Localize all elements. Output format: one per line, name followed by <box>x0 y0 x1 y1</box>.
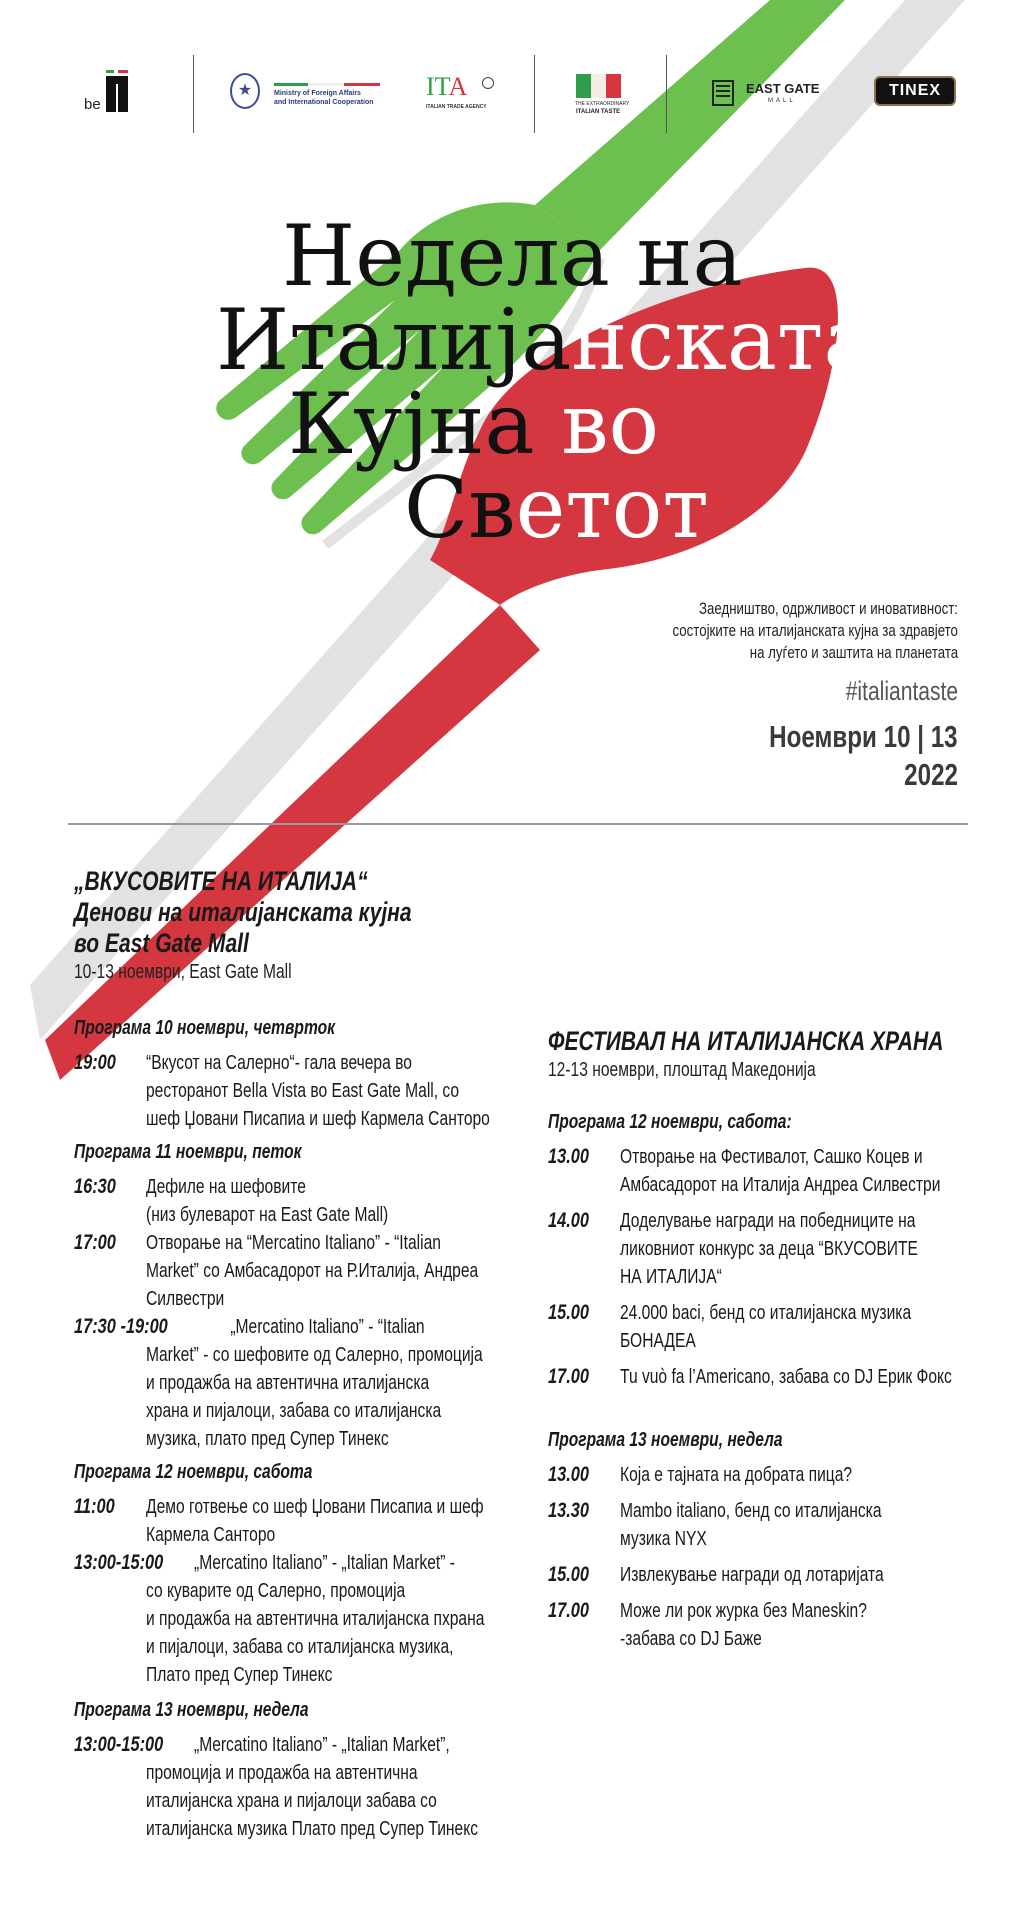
event-time: 16:30 <box>74 1175 116 1198</box>
day-title: Програма 12 ноември, сабота <box>74 1461 313 1483</box>
event-time: 13:00-15:00 <box>74 1733 164 1756</box>
event-description-line: и продажба на автентична италијанска пхрана <box>146 1608 485 1630</box>
event-description-line: Tu vuò fa l’Americano, забава со DJ Ерик Фокс <box>620 1366 952 1388</box>
program-day <box>74 1459 514 1689</box>
program-day <box>74 1697 514 1843</box>
right-days <box>548 1109 988 1653</box>
right-heading: ФЕСТИВАЛ НА ИТАЛИЈАНСКА ХРАНА <box>548 1026 944 1056</box>
event-time: 13.00 <box>548 1463 589 1486</box>
schedule-event <box>548 1143 988 1199</box>
event-description-line: и пијалоци, забава со италијанска музика, <box>146 1636 454 1658</box>
event-time: 17:00 <box>74 1231 116 1254</box>
event-description-line: Силвестри <box>146 1288 225 1310</box>
event-time: 17.00 <box>548 1365 589 1388</box>
event-description-line: Плато пред Супер Тинекс <box>146 1664 333 1686</box>
schedule-event <box>74 1049 514 1133</box>
right-program <box>548 1026 988 1661</box>
event-dates <box>716 718 958 794</box>
event-description-line: БОНАДЕА <box>620 1330 696 1352</box>
event-description-line: ресторанот Bella Vista во East Gate Mall, со <box>146 1080 460 1102</box>
schedule-event <box>74 1229 514 1313</box>
event-description-line: 24.000 baci, бенд со италијанска музика <box>620 1302 912 1324</box>
event-description-line: италијанска храна и пијалоци забава со <box>146 1790 437 1812</box>
schedule-event <box>548 1299 988 1355</box>
be-it-logo <box>84 70 144 118</box>
tagline <box>592 598 958 664</box>
schedule-event <box>548 1561 988 1589</box>
title-line-4: Светот <box>404 459 709 557</box>
event-time: 11:00 <box>74 1495 115 1518</box>
event-time: 13.00 <box>548 1145 589 1168</box>
schedule-event <box>74 1173 514 1229</box>
program-day <box>74 1139 514 1453</box>
tagline-line-1: Заедништво, одржливост и иновативност: <box>699 599 958 618</box>
event-description-line: Демо готвење со шеф Џовани Писапиа и шеф <box>146 1496 484 1518</box>
event-description-line: и продажба на автентична италијанска <box>146 1372 430 1394</box>
right-subtitle: 12-13 ноември, плоштад Македонија <box>548 1059 816 1081</box>
event-description-line: шеф Џовани Писапиа и шеф Кармела Санторо <box>146 1108 490 1130</box>
left-heading: „ВКУСОВИТЕ НА ИТАЛИЈА“ Денови на италијанската кујна во East Gate Mall <box>74 866 412 958</box>
day-title: Програма 11 ноември, петок <box>74 1141 302 1163</box>
event-time: 14.00 <box>548 1209 589 1232</box>
event-description-line: Кармела Санторо <box>146 1524 276 1546</box>
left-subtitle: 10-13 ноември, East Gate Mall <box>74 961 292 983</box>
event-description-line: НА ИТАЛИЈА“ <box>620 1266 722 1288</box>
left-days <box>74 1015 514 1843</box>
tagline-line-2: состојките на италијанската кујна за здравјето <box>672 621 958 640</box>
event-description-line: Може ли рок журка без Maneskin? <box>620 1600 867 1622</box>
tinex-logo <box>874 76 956 106</box>
title-line-1: Недела на <box>282 207 743 305</box>
logo-separator <box>193 55 194 133</box>
event-description-line: со куварите од Салерно, промоција <box>146 1580 406 1602</box>
event-time: 13:00-15:00 <box>74 1551 164 1574</box>
schedule-event <box>548 1363 988 1391</box>
event-time: 17:30 -19:00 <box>74 1315 168 1338</box>
program-day <box>548 1427 988 1653</box>
taste-line1: THE EXTRAORDINARY <box>575 101 630 107</box>
logo-separator <box>666 55 667 133</box>
event-description-line: „Mercatino Italiano” - “Italian <box>200 1316 425 1338</box>
east-gate-mall-logo <box>712 80 832 108</box>
tagline-line-3: на луѓето и заштита на планетата <box>749 643 958 662</box>
day-title: Програма 13 ноември, недела <box>74 1699 309 1721</box>
event-time: 17.00 <box>548 1599 589 1622</box>
schedule-event <box>548 1461 988 1489</box>
east-gate-line2: MALL <box>768 98 796 104</box>
program-day <box>548 1109 988 1391</box>
event-description-line: „Mercatino Italiano” - „Italian Market”, <box>194 1734 451 1756</box>
day-title: Програма 10 ноември, четврток <box>74 1017 336 1039</box>
event-description-line: Која е тајната на добрата пица? <box>620 1464 853 1486</box>
title-line-3: Кујна во <box>288 375 660 473</box>
east-gate-icon <box>712 80 734 106</box>
event-description-line: Доделување награди на победниците на <box>620 1210 916 1232</box>
schedule-event <box>74 1313 514 1453</box>
dates-line-1: Ноември 10 | 13 <box>769 719 958 754</box>
ita-mark: ITA <box>426 72 468 101</box>
ministry-line2: and International Cooperation <box>274 99 374 106</box>
day-title: Програма 12 ноември, сабота: <box>548 1111 792 1133</box>
ministry-line1: Ministry of Foreign Affairs <box>274 90 361 97</box>
event-time: 15.00 <box>548 1301 589 1324</box>
event-time: 15.00 <box>548 1563 589 1586</box>
title-line-2: Италијанската <box>216 291 874 389</box>
event-description-line: италијанска музика Плато пред Супер Тинекс <box>146 1818 479 1840</box>
schedule-event <box>74 1549 514 1689</box>
event-description-line: храна и пијалоци, забава со италијанска <box>146 1400 442 1422</box>
event-description-line: “Вкусот на Салерно“- гала вечера во <box>146 1052 412 1074</box>
hashtag: #italiantaste <box>845 676 958 706</box>
event-description-line: Отворање на Фестивалот, Сашко Коцев и <box>620 1146 923 1168</box>
event-time: 19:00 <box>74 1051 116 1074</box>
be-it-logo-text: be <box>84 96 101 113</box>
day-title: Програма 13 ноември, недела <box>548 1429 783 1451</box>
divider <box>68 823 968 825</box>
logo-separator <box>534 55 535 133</box>
ita-text: ITALIAN TRADE AGENCY <box>426 104 487 110</box>
event-description-line: Market” со Амбасадорот на Р.Италија, Андреа <box>146 1260 479 1282</box>
schedule-event <box>548 1497 988 1553</box>
event-description-line: -забава со DJ Баже <box>620 1628 762 1650</box>
italian-emblem-icon: ★ <box>230 73 260 109</box>
schedule-event <box>548 1597 988 1653</box>
event-description-line: Mambo italiano, бенд со италијанска <box>620 1500 882 1522</box>
event-description-line: Извлекување награди од лотаријата <box>620 1564 884 1586</box>
event-description-line: Дефиле на шефовите <box>146 1176 306 1198</box>
left-program <box>74 866 514 1843</box>
event-time: 13.30 <box>548 1499 589 1522</box>
event-description-line: Отворање на “Mercatino Italiano” - “Italian <box>146 1232 441 1254</box>
event-description-line: Амбасадорот на Италија Андреа Силвестри <box>620 1174 941 1196</box>
event-description-line: (низ булеварот на East Gate Mall) <box>146 1204 389 1226</box>
ita-logo <box>426 74 506 114</box>
event-description-line: музика, плато пред Супер Тинекс <box>146 1428 389 1450</box>
ministry-logo <box>230 73 390 113</box>
program-day <box>74 1015 514 1133</box>
schedule-event <box>74 1493 514 1549</box>
taste-line2: ITALIAN TASTE <box>576 109 621 115</box>
schedule-event <box>74 1731 514 1843</box>
event-description-line: Market” - со шефовите од Салерно, промоција <box>146 1344 483 1366</box>
east-gate-line1: EAST GATE <box>746 81 820 96</box>
event-description-line: музика NYX <box>620 1528 707 1550</box>
event-description-line: ликовниот конкурс за деца “ВКУСОВИТЕ <box>620 1238 918 1260</box>
event-description-line: промоција и продажба на автентична <box>146 1762 418 1784</box>
event-description-line: „Mercatino Italiano” - „Italian Market” - <box>194 1552 456 1574</box>
extraordinary-italian-taste-logo <box>572 66 632 124</box>
schedule-event <box>548 1207 988 1291</box>
dates-line-2: 2022 <box>904 757 958 792</box>
tinex-text: TINEX <box>888 82 942 99</box>
